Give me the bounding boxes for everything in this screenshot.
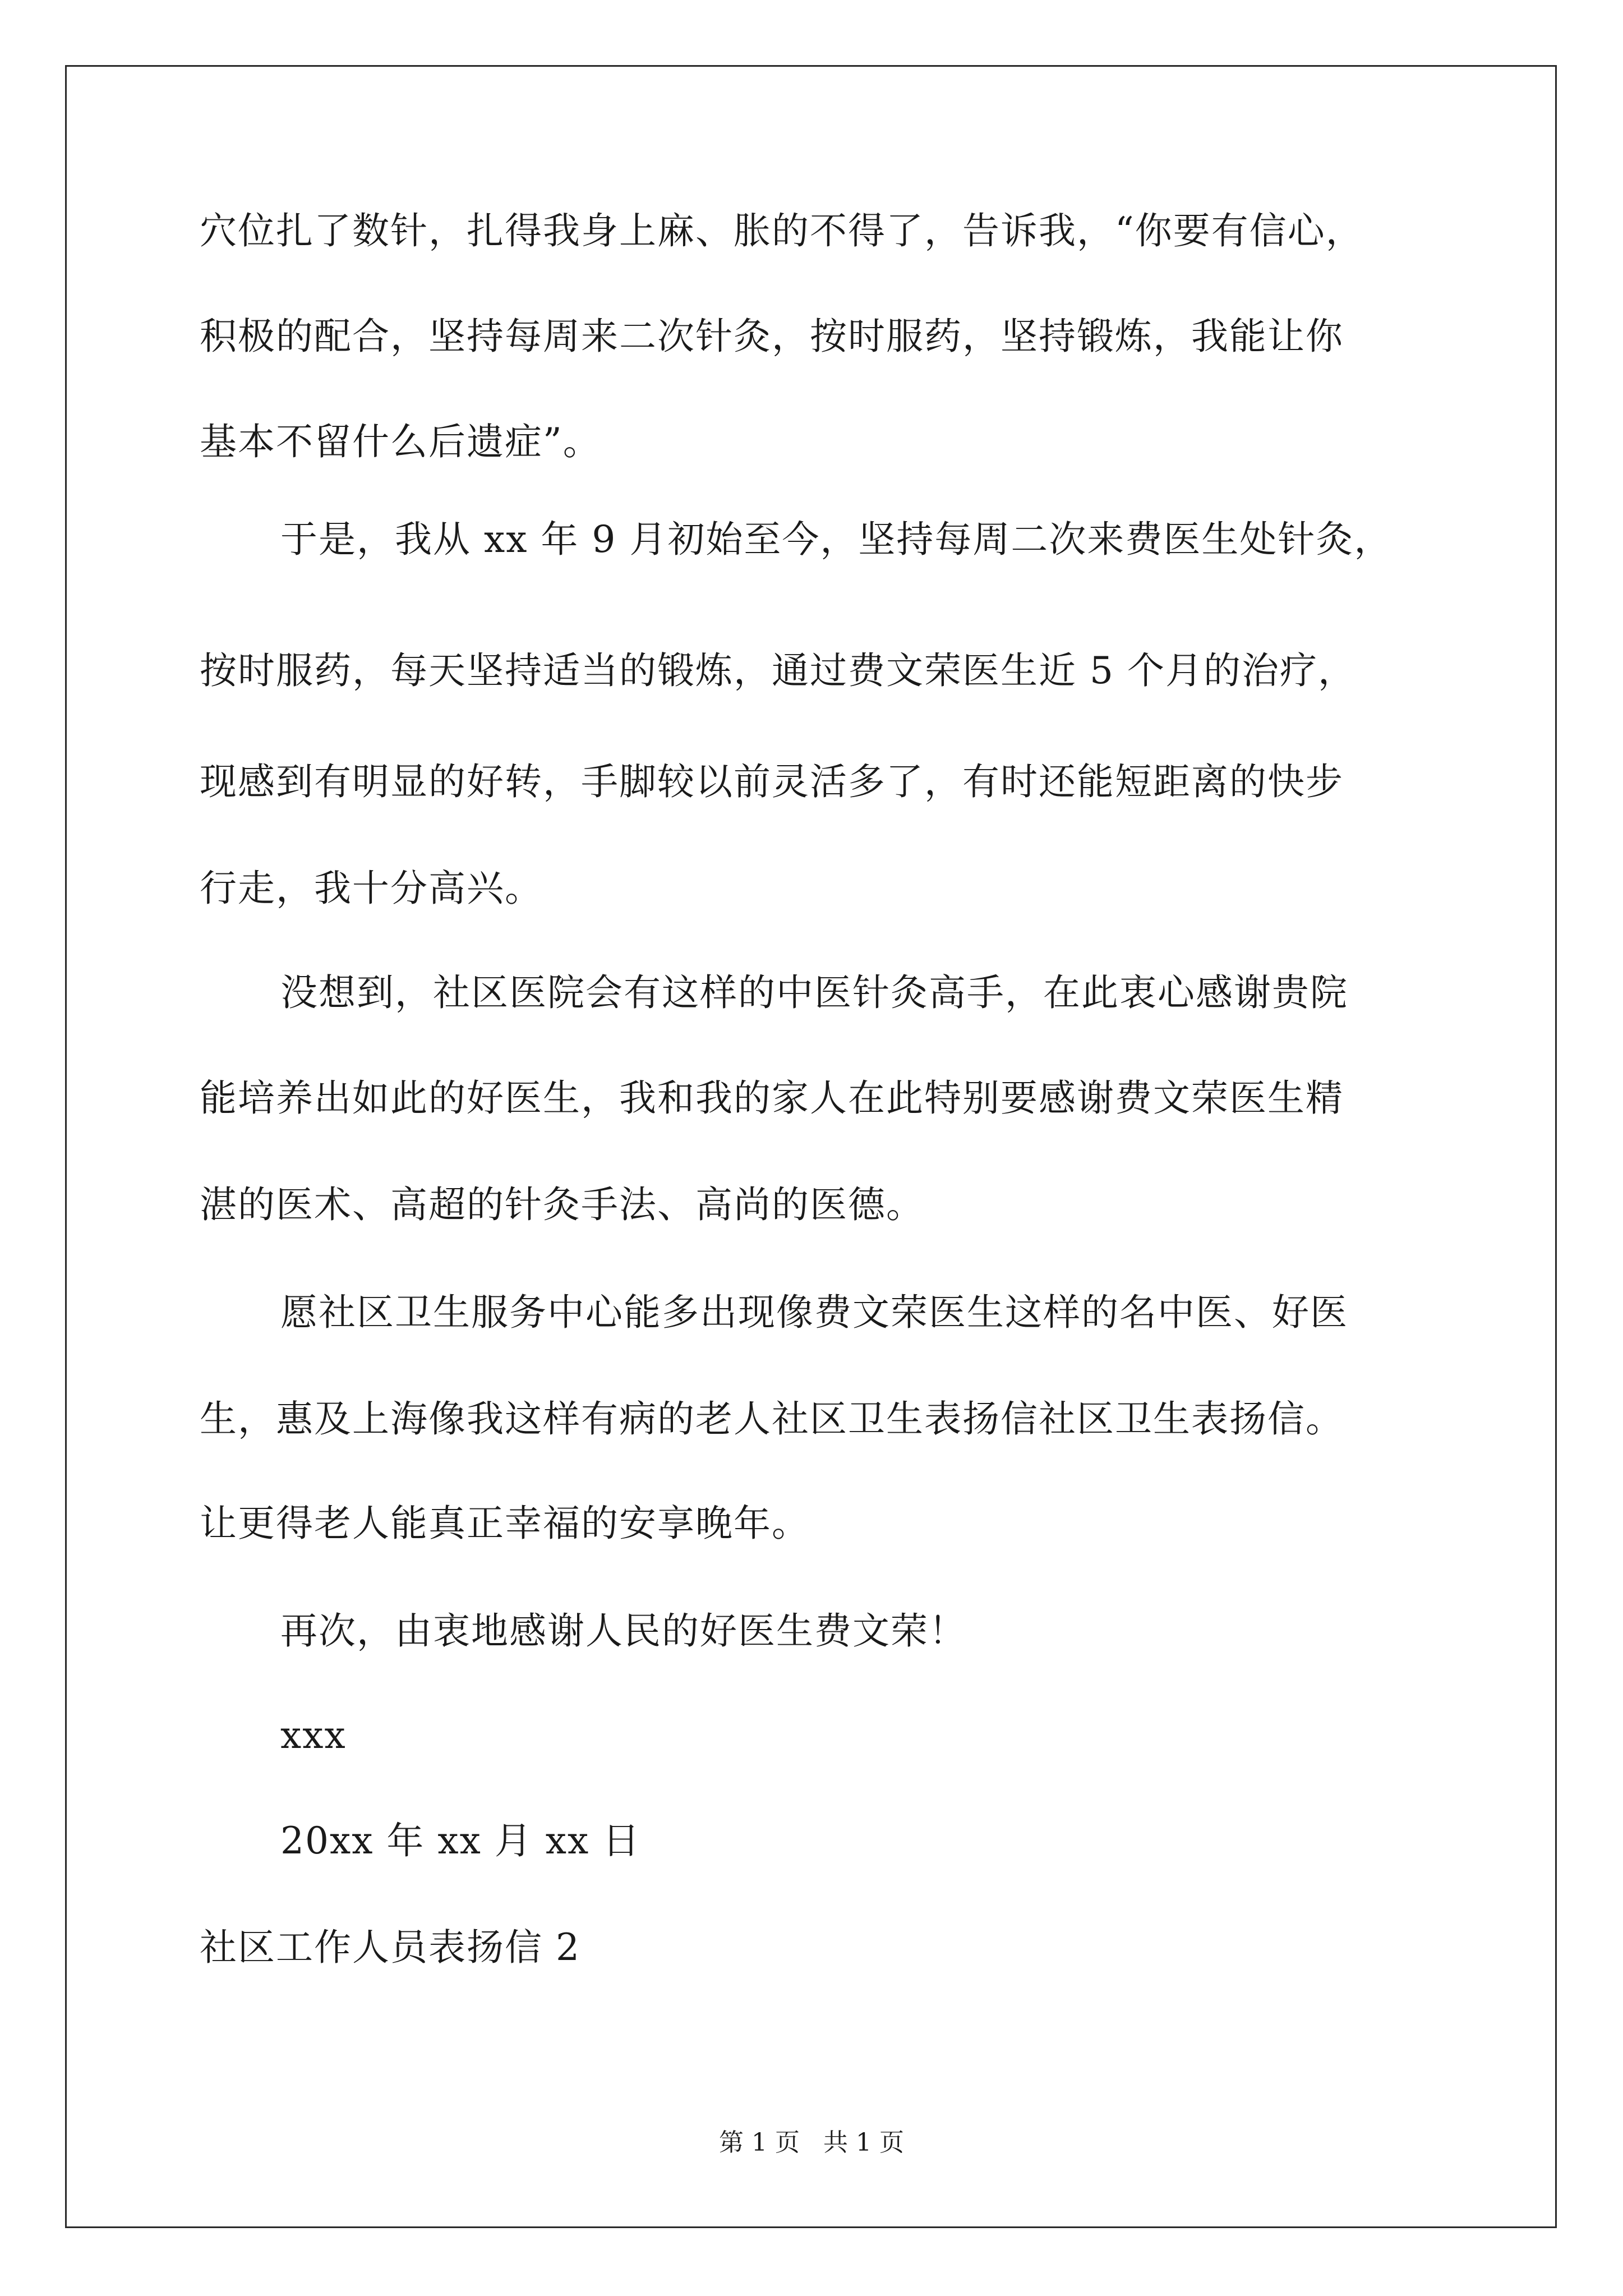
body-text-line: 行走，我十分高兴。 <box>200 867 543 910</box>
paragraph-start-line: 于是，我从 xx 年 9 月初始至今，坚持每周二次来费医生处针灸， <box>280 518 1393 561</box>
signature-date: 20xx 年 xx 月 xx 日 <box>280 1819 641 1862</box>
signature-name: xxx <box>280 1714 347 1757</box>
page-border <box>65 65 1557 2228</box>
body-text-line: 湛的医术、高超的针灸手法、高尚的医德。 <box>200 1183 924 1226</box>
body-text-line: 穴位扎了数针，扎得我身上麻、胀的不得了，告诉我，“你要有信心， <box>200 209 1364 252</box>
paragraph-start-line: 没想到，社区医院会有这样的中医针灸高手，在此衷心感谢贵院 <box>280 971 1348 1014</box>
page-number-footer: 第 1 页 共 1 页 <box>719 2128 904 2157</box>
body-text-line: 按时服药，每天坚持适当的锻炼，通过费文荣医生近 5 个月的治疗， <box>200 649 1356 692</box>
body-text-line: 现感到有明显的好转，手脚较以前灵活多了，有时还能短距离的快步 <box>200 760 1344 803</box>
body-text-line: 生，惠及上海像我这样有病的老人社区卫生表扬信社区卫生表扬信。 <box>200 1397 1344 1441</box>
paragraph-start-line: 再次，由衷地感谢人民的好医生费文荣！ <box>280 1609 967 1653</box>
section-heading: 社区工作人员表扬信 2 <box>200 1926 580 1969</box>
body-text-line: 积极的配合，坚持每周来二次针灸，按时服药，坚持锻炼，我能让你 <box>200 315 1344 358</box>
body-text-line: 能培养出如此的好医生，我和我的家人在此特别要感谢费文荣医生精 <box>200 1076 1344 1120</box>
body-text-line: 基本不留什么后遗症”。 <box>200 420 601 463</box>
body-text-line: 让更得老人能真正幸福的安享晚年。 <box>200 1502 810 1545</box>
paragraph-start-line: 愿社区卫生服务中心能多出现像费文荣医生这样的名中医、好医 <box>280 1291 1348 1334</box>
